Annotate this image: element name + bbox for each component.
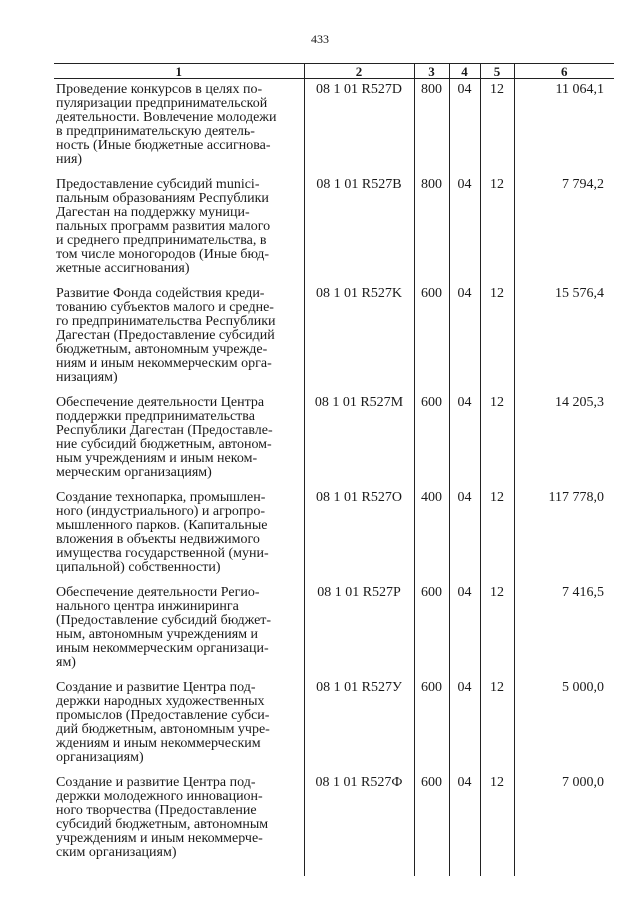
row-name-line: держки народных художественных — [56, 694, 265, 709]
col-header-2: 2 — [304, 64, 414, 79]
header-row — [54, 64, 614, 79]
row-col5-cell: 12 — [480, 582, 514, 677]
row-col3-cell: 800 — [414, 174, 449, 283]
row-name-line: ность (Иные бюджетные ассигнова- — [56, 138, 271, 153]
row-name-line: ного (индустриального) и агропро- — [56, 504, 266, 519]
row-name-cell — [54, 487, 304, 582]
row-name-line: ние субсидий бюджетным, автоном- — [56, 437, 272, 452]
row-name-cell — [54, 174, 304, 283]
col-header-4: 4 — [449, 64, 480, 79]
row-name-line: Дагестан на поддержку муници- — [56, 205, 250, 220]
row-col3-cell: 400 — [414, 487, 449, 582]
row-name-line: и среднего предпринимательства, в — [56, 233, 267, 248]
row-name-line: ным, автономным учреждениям и — [56, 627, 259, 642]
row-name-line: ного творчества (Предоставление — [56, 803, 257, 818]
row-name-line: ским организациям) — [56, 845, 177, 860]
row-name-line: Создание и развитие Центра под- — [56, 680, 256, 695]
row-amount-cell: 7 794,2 — [514, 174, 614, 283]
col-header-3: 3 — [414, 64, 449, 79]
row-name-line: том числе моногородов (Иные бюд- — [56, 247, 270, 262]
page-number: 433 — [311, 32, 329, 46]
row-name-line: субсидий бюджетным, автономным — [56, 817, 269, 832]
row-code-cell: 08 1 01 R527K — [304, 283, 414, 392]
row-name-line: ниям и иным некоммерческим орга- — [56, 356, 272, 371]
row-col5-cell: 12 — [480, 283, 514, 392]
row-col3-cell: 600 — [414, 283, 449, 392]
row-col5-cell: 12 — [480, 174, 514, 283]
row-name-line: Республики Дагестан (Предоставле- — [56, 423, 273, 438]
row-name-line: бюджетным, автономным учрежде- — [56, 342, 268, 357]
row-name-line: Предоставление субсидий munici- — [56, 177, 260, 192]
row-code-cell: 08 1 01 R527B — [304, 174, 414, 283]
row-name-line: иным некоммерческим организаци- — [56, 641, 269, 656]
row-name-cell — [54, 392, 304, 487]
row-name-line: ным учреждениям и иным неком- — [56, 451, 258, 466]
row-name-line: тованию субъектов малого и средне- — [56, 300, 274, 315]
row-name-line: ципальной) собственности) — [56, 560, 221, 575]
row-col4-cell: 04 — [449, 79, 480, 175]
row-name-line: пуляризации предпринимательской — [56, 96, 268, 111]
row-name-line: жетные ассигнования) — [56, 261, 190, 276]
row-amount-cell: 117 778,0 — [514, 487, 614, 582]
row-amount-cell: 7 416,5 — [514, 582, 614, 677]
row-name-cell — [54, 79, 304, 175]
row-name-line: Дагестан (Предоставление субсидий — [56, 328, 275, 343]
budget-table — [54, 63, 614, 876]
row-name-line: пальным образованиям Республики — [56, 191, 269, 206]
row-name-line: учреждениям и иным некоммерче- — [56, 831, 263, 846]
table-body — [54, 79, 614, 877]
row-code-cell: 08 1 01 R527У — [304, 677, 414, 772]
col-header-1: 1 — [54, 64, 304, 79]
row-col3-cell: 600 — [414, 392, 449, 487]
table-row — [54, 677, 614, 772]
row-col3-cell: 600 — [414, 772, 449, 876]
row-col4-cell: 04 — [449, 392, 480, 487]
row-name-line: Обеспечение деятельности Регио- — [56, 585, 260, 600]
table-row — [54, 79, 614, 175]
table-row — [54, 772, 614, 876]
table-row — [54, 283, 614, 392]
row-col5-cell: 12 — [480, 677, 514, 772]
row-name-line: (Предоставление субсидий бюджет- — [56, 613, 272, 628]
row-name-line: в предпринимательскую деятель- — [56, 124, 255, 139]
row-name-line: нального центра инжиниринга — [56, 599, 239, 614]
row-name-cell — [54, 283, 304, 392]
row-col4-cell: 04 — [449, 283, 480, 392]
row-name-line: мерческим организациям) — [56, 465, 212, 480]
row-col4-cell: 04 — [449, 487, 480, 582]
row-name-line: организациям) — [56, 750, 144, 765]
row-name-cell — [54, 582, 304, 677]
row-name-line: Обеспечение деятельности Центра — [56, 395, 265, 410]
row-code-cell: 08 1 01 R527D — [304, 79, 414, 175]
row-name-line: деятельности. Вовлечение молодежи — [56, 110, 277, 125]
row-name-line: Создание и развитие Центра под- — [56, 775, 256, 790]
row-code-cell: 08 1 01 R527Ф — [304, 772, 414, 876]
row-col5-cell: 12 — [480, 79, 514, 175]
row-name-line: имущества государственной (муни- — [56, 546, 269, 561]
row-name-line: Проведение конкурсов в целях по- — [56, 82, 263, 97]
row-name-line: дий бюджетным, автономным учре- — [56, 722, 270, 737]
row-col5-cell: 12 — [480, 487, 514, 582]
row-col4-cell: 04 — [449, 174, 480, 283]
row-col5-cell: 12 — [480, 772, 514, 876]
col-header-6: 6 — [514, 64, 614, 79]
row-name-line: Развитие Фонда содействия креди- — [56, 286, 265, 301]
table-row — [54, 392, 614, 487]
row-name-line: вложения в объекты недвижимого — [56, 532, 260, 547]
row-col4-cell: 04 — [449, 677, 480, 772]
row-name-line: промыслов (Предоставление субси- — [56, 708, 270, 723]
row-code-cell: 08 1 01 R527M — [304, 392, 414, 487]
row-name-line: го предпринимательства Республики — [56, 314, 276, 329]
row-amount-cell: 14 205,3 — [514, 392, 614, 487]
row-name-line: держки молодежного инновацион- — [56, 789, 263, 804]
row-col3-cell: 600 — [414, 677, 449, 772]
col-header-5: 5 — [480, 64, 514, 79]
row-name-cell — [54, 772, 304, 876]
table-row — [54, 582, 614, 677]
row-name-line: низациям) — [56, 370, 118, 385]
row-amount-cell: 7 000,0 — [514, 772, 614, 876]
row-col3-cell: 600 — [414, 582, 449, 677]
row-code-cell: 08 1 01 R527P — [304, 582, 414, 677]
row-name-line: поддержки предпринимательства — [56, 409, 255, 424]
row-name-line: ния) — [56, 152, 83, 167]
row-name-cell — [54, 677, 304, 772]
row-name-line: ждениям и иным некоммерческим — [56, 736, 261, 751]
row-code-cell: 08 1 01 R527O — [304, 487, 414, 582]
row-amount-cell: 5 000,0 — [514, 677, 614, 772]
table-row — [54, 174, 614, 283]
row-name-line: Создание технопарка, промышлен- — [56, 490, 266, 505]
row-name-line: пальных программ развития малого — [56, 219, 271, 234]
row-name-line: мышленного парков. (Капитальные — [56, 518, 268, 533]
row-col4-cell: 04 — [449, 772, 480, 876]
row-amount-cell: 15 576,4 — [514, 283, 614, 392]
row-amount-cell: 11 064,1 — [514, 79, 614, 175]
row-col5-cell: 12 — [480, 392, 514, 487]
row-name-line: ям) — [56, 655, 76, 670]
row-col4-cell: 04 — [449, 582, 480, 677]
row-col3-cell: 800 — [414, 79, 449, 175]
table-row — [54, 487, 614, 582]
